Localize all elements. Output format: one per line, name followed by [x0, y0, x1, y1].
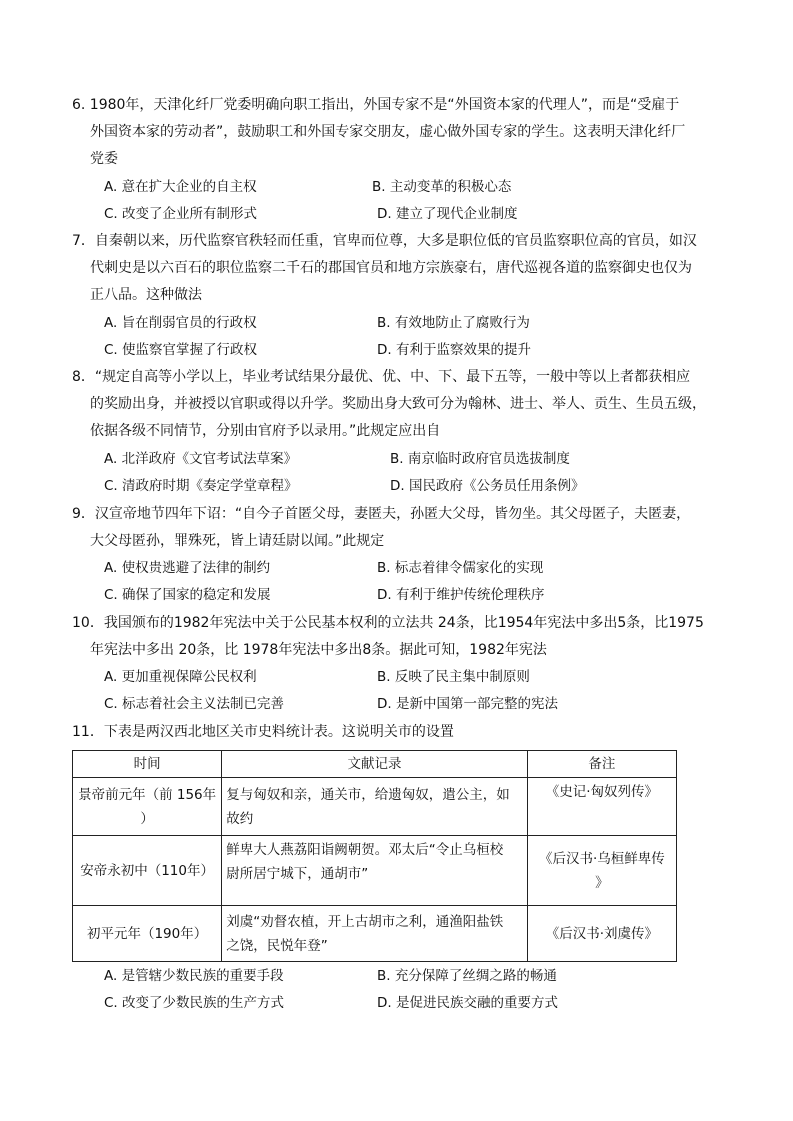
q7-stem-line-2: 代刺史是以六百石的职位监察二千石的郡国官员和地方宗族豪右，唐代巡视各道的监察御史也仅为 — [90, 260, 692, 276]
table-header-row — [73, 751, 677, 778]
q6-option-b: B. 主动变革的积极心态 — [372, 179, 512, 195]
q11-option-a: A. 是管辖少数民族的重要手段 — [104, 968, 284, 984]
q6-stem-line-2: 外国资本家的劳动者”，鼓励职工和外国专家交朋友，虚心做外国专家的学生。这表明天津化纤厂 — [90, 124, 686, 140]
table-cell-record — [222, 778, 528, 836]
table-cell-record — [222, 906, 528, 962]
time-line: ） — [140, 810, 154, 827]
q10-option-a: A. 更加重视保障公民权利 — [104, 669, 257, 685]
q9-stem-line-1: 9．汉宣帝地节四年下诏：“自今子首匿父母，妻匿夫，孙匿大父母，皆勿坐。其父母匿子，夫匿妻， — [72, 506, 691, 522]
q7-stem-line-3: 正八品。这种做法 — [90, 287, 202, 303]
q6-option-c: C. 改变了企业所有制形式 — [104, 206, 258, 222]
time-line: 景帝前元年（前 156年 — [78, 786, 217, 803]
record-line: 刘虞“劝督农植，开上古胡市之利，通渔阳盐铁 — [226, 913, 504, 930]
q7-option-b: B. 有效地防止了腐败行为 — [377, 315, 530, 331]
q8-option-a: A. 北洋政府《文官考试法草案》 — [104, 451, 298, 467]
table-row — [73, 906, 677, 962]
q8-stem-line-1: 8．“规定自高等小学以上，毕业考试结果分最优、优、中、下、最下五等，一般中等以上者都获相应 — [72, 369, 691, 385]
note-line: 《史记·匈奴列传》 — [545, 784, 659, 800]
note-line: 《后汉书·乌桓鲜卑传 — [538, 850, 665, 867]
q6-option-a: A. 意在扩大企业的自主权 — [104, 179, 257, 195]
table-cell-time — [73, 836, 222, 906]
q10-stem-line-1: 10．我国颁布的1982年宪法中关于公民基本权利的立法共 24条，比1954年宪法中多出5条，比1975 — [72, 615, 704, 631]
record-line: 尉所居宁城下，通胡市” — [226, 866, 369, 882]
table-row — [73, 778, 677, 836]
table-cell-note — [527, 836, 676, 906]
q9-option-d: D. 有利于维护传统伦理秩序 — [377, 587, 545, 603]
record-line: 故约 — [226, 810, 254, 827]
q6-option-d: D. 建立了现代企业制度 — [377, 206, 518, 222]
q8-option-d: D. 国民政府《公务员任用条例》 — [390, 478, 585, 494]
table-cell-time — [73, 906, 222, 962]
q7-option-c: C. 使监察官掌握了行政权 — [104, 342, 258, 358]
q8-stem-line-2: 的奖励出身，并被授以官职或得以升学。奖励出身大致可分为翰林、进士、举人、贡生、生员五级， — [90, 396, 706, 412]
q9-stem-line-2: 大父母匿孙，罪殊死，皆上请廷尉以闻。”此规定 — [90, 533, 385, 549]
record-line: 之饶，民悦年登” — [226, 937, 328, 954]
q6-stem-line-3: 党委 — [90, 151, 118, 167]
q8-stem-line-3: 依据各级不同情节，分别由官府予以录用。”此规定应出自 — [90, 423, 441, 439]
q6-stem-line-1: 6. 1980年，天津化纤厂党委明确向职工指出，外国专家不是“外国资本家的代理人”，而是“受雇于 — [72, 97, 680, 113]
q9-option-c: C. 确保了国家的稳定和发展 — [104, 587, 271, 603]
q11-stem-line-1: 11．下表是两汉西北地区关市史料统计表。这说明关市的设置 — [72, 724, 454, 740]
q10-option-b: B. 反映了民主集中制原则 — [377, 669, 530, 685]
time-line: 初平元年（190年） — [86, 925, 208, 942]
q9-option-b: B. 标志着律令儒家化的实现 — [377, 560, 544, 576]
table-header-record: 文献记录 — [222, 751, 528, 778]
q11-option-d: D. 是促进民族交融的重要方式 — [377, 995, 558, 1011]
note-line: 《后汉书·刘虞传》 — [545, 925, 659, 942]
table-header-note: 备注 — [527, 751, 676, 778]
time-line: 安帝永初中（110年） — [80, 862, 214, 879]
q8-option-c: C. 清政府时期《奏定学堂章程》 — [104, 478, 298, 494]
table-row — [73, 836, 677, 906]
q8-option-b: B. 南京临时政府官员选拔制度 — [390, 451, 570, 467]
q9-option-a: A. 使权贵逃避了法律的制约 — [104, 560, 271, 576]
table-cell-time — [73, 778, 222, 836]
q10-option-d: D. 是新中国第一部完整的宪法 — [377, 696, 558, 712]
table-cell-record — [222, 836, 528, 906]
q7-stem-line-1: 7．自秦朝以来，历代监察官秩轻而任重，官卑而位尊，大多是职位低的官员监察职位高的官员，如汉 — [72, 233, 697, 249]
table-header-time: 时间 — [73, 751, 222, 778]
note-line: 》 — [595, 874, 609, 891]
history-table — [72, 750, 677, 962]
q11-option-b: B. 充分保障了丝绸之路的畅通 — [377, 968, 557, 984]
q10-option-c: C. 标志着社会主义法制已完善 — [104, 696, 285, 712]
q7-option-a: A. 旨在削弱官员的行政权 — [104, 315, 257, 331]
record-line: 鲜卑大人燕荔阳诣阙朝贺。邓太后“令止乌桓校 — [226, 842, 504, 858]
table-cell-note — [527, 778, 676, 836]
q11-option-c: C. 改变了少数民族的生产方式 — [104, 995, 285, 1011]
record-line: 复与匈奴和亲，通关市，给遗匈奴，遣公主，如 — [226, 786, 510, 803]
q7-option-d: D. 有利于监察效果的提升 — [377, 342, 531, 358]
table-cell-note — [527, 906, 676, 962]
q10-stem-line-2: 年宪法中多出 20条，比 1978年宪法中多出8条。据此可知，1982年宪法 — [90, 642, 547, 658]
